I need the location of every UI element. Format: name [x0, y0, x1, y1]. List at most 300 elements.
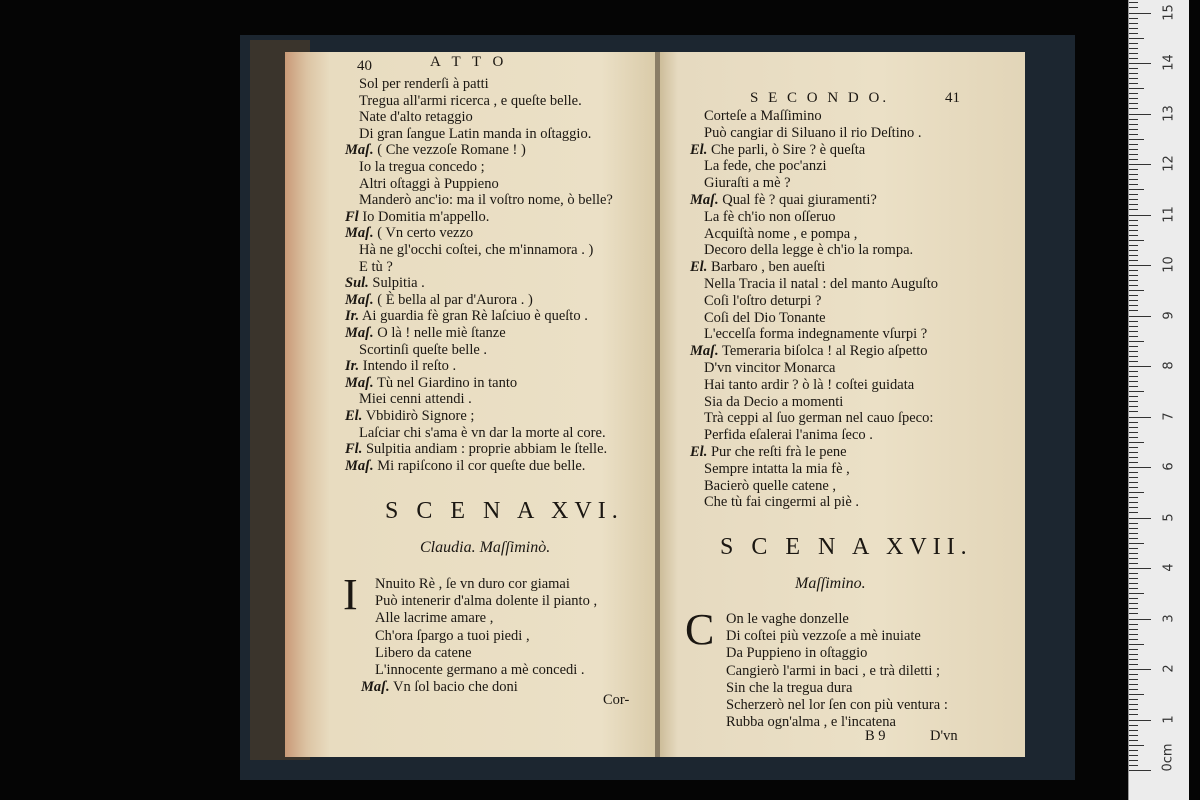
verse-text: Che tù fai cingermi al piè .: [704, 494, 860, 511]
ruler-tick: [1129, 755, 1138, 756]
ruler-label: 5: [1161, 512, 1177, 522]
verse-line: [345, 325, 506, 341]
ruler-tick: [1129, 452, 1138, 453]
verse-text: Nate d'alto retaggio: [359, 109, 473, 126]
ruler-tick: [1129, 528, 1138, 529]
ruler-tick: [1129, 432, 1138, 433]
left-drop-cap: I: [343, 570, 358, 619]
ruler-tick: [1129, 608, 1138, 609]
verse-text: ( È bella al par d'Aurora . ): [377, 291, 533, 308]
ruler-tick: [1129, 189, 1144, 190]
verse-text: Sol per renderſi à patti: [359, 76, 489, 92]
right-catchword: D'vn: [930, 728, 958, 744]
ruler-tick: [1129, 265, 1151, 266]
ruler-tick: [1129, 366, 1151, 367]
ruler-tick: [1129, 250, 1138, 251]
verse-line: [712, 645, 867, 661]
ruler-tick: [1129, 659, 1138, 660]
speaker-label: El.: [690, 141, 708, 158]
speaker-label: Fl.: [345, 441, 363, 458]
speaker-label: Maſ.: [361, 679, 390, 696]
verse-text: Sia da Decio a momenti: [704, 393, 844, 410]
verse-line: [690, 444, 847, 460]
ruler-tick: [1129, 321, 1138, 322]
ruler-tick: [1129, 119, 1138, 120]
ruler-label: 11: [1161, 205, 1177, 223]
ruler-tick: [1129, 78, 1138, 79]
verse-text: Temeraria biſolca ! al Regio aſpetto: [721, 343, 928, 360]
ruler-tick: [1129, 467, 1151, 468]
verse-text: Cangierò l'armi in baci , e trà diletti ;: [726, 662, 941, 679]
verse-line: [712, 663, 940, 679]
verse-text: E tù ?: [359, 258, 393, 275]
ruler-tick: [1129, 316, 1151, 317]
ruler-tick: [1129, 2, 1138, 3]
ruler-tick: [1129, 154, 1138, 155]
ruler-label: 6: [1161, 462, 1177, 471]
ruler-tick: [1129, 533, 1138, 534]
ruler-tick: [1129, 624, 1138, 625]
verse-text: Acquiſtà nome , e pompa ,: [704, 225, 858, 242]
verse-text: Di gran ſangue Latin manda in oſtaggio.: [359, 125, 592, 142]
ruler-tick: [1129, 376, 1138, 377]
verse-text: Perfida eſalerai l'anima ſeco .: [704, 427, 873, 444]
ruler-tick: [1129, 184, 1138, 185]
speaker-label: Maſ.: [345, 374, 374, 391]
verse-text: Di coſtei più vezzoſe a mè inuiate: [726, 628, 921, 645]
ruler-tick: [1129, 760, 1138, 761]
verse-text: Corteſe a Maſſimino: [704, 108, 822, 124]
ruler-tick: [1129, 699, 1138, 700]
ruler-label: 12: [1161, 155, 1177, 172]
ruler-tick: [1129, 437, 1138, 438]
ruler-tick: [1129, 63, 1151, 64]
ruler-tick: [1129, 462, 1138, 463]
verse-line: [345, 458, 585, 474]
ruler-tick: [1129, 492, 1144, 493]
verse-text: Ai guardia fè gran Rè laſciuo è queſto .: [361, 308, 588, 325]
ruler-tick: [1129, 417, 1151, 418]
ruler-tick: [1129, 215, 1151, 216]
ruler-tick: [1129, 639, 1138, 640]
ruler-tick: [1129, 164, 1151, 165]
ruler-label: 8: [1161, 361, 1177, 370]
ruler-tick: [1129, 361, 1138, 362]
ruler-tick: [1129, 73, 1138, 74]
verse-line: [690, 125, 921, 141]
verse-line: [690, 461, 850, 477]
verse-text: Hà ne gl'occhi coſtei, che m'innamora . ): [359, 242, 594, 258]
ruler-tick: [1129, 204, 1138, 205]
verse-line: [345, 76, 489, 92]
ruler-label: 7: [1161, 411, 1177, 421]
ruler-label: 0cm: [1160, 743, 1176, 772]
ruler-tick: [1129, 558, 1138, 559]
verse-text: Manderò anc'io: ma il voſtro nome, ò belle?: [359, 192, 613, 209]
ruler-tick: [1129, 613, 1138, 614]
verse-line: [690, 142, 865, 158]
verse-text: Può intenerir d'alma dolente il pianto ,: [375, 593, 598, 610]
verse-line: [690, 175, 791, 191]
ruler-tick: [1129, 740, 1138, 741]
verse-text: Tù nel Giardino in tanto: [376, 374, 518, 391]
verse-text: Qual fè ? quai giuramenti?: [722, 192, 877, 208]
ruler-tick: [1129, 23, 1138, 24]
verse-line: [361, 645, 472, 661]
verse-line: [690, 242, 913, 258]
ruler-label: 2: [1161, 664, 1177, 673]
ruler-tick: [1129, 179, 1138, 180]
verse-text: Può cangiar di Siluano il rio Deſtino .: [704, 124, 922, 141]
verse-line: [345, 342, 487, 358]
verse-line: [712, 628, 921, 644]
verse-line: [690, 410, 933, 426]
ruler-label: 3: [1161, 613, 1177, 623]
ruler-tick: [1129, 750, 1138, 751]
ruler-tick: [1129, 497, 1138, 498]
ruler-tick: [1129, 588, 1138, 589]
verse-line: [361, 610, 493, 626]
measuring-ruler: [1128, 0, 1189, 800]
ruler-tick: [1129, 523, 1138, 524]
right-scene-persons: Maſſimino.: [795, 575, 866, 592]
verse-text: La fè ch'io non oſſeruo: [704, 208, 836, 225]
ruler-tick: [1129, 563, 1138, 564]
verse-text: Rubba ogn'alma , e l'incatena: [726, 714, 896, 731]
speaker-label: Maſ.: [345, 325, 374, 341]
verse-line: [712, 680, 852, 696]
left-catchword: Cor-: [603, 692, 630, 708]
speaker-label: Maſ.: [345, 225, 374, 242]
ruler-tick: [1129, 694, 1144, 695]
ruler-tick: [1129, 13, 1151, 14]
ruler-tick: [1129, 300, 1138, 301]
verse-line: [690, 478, 836, 494]
verse-line: [712, 611, 849, 627]
ruler-tick: [1129, 144, 1138, 145]
ruler-tick: [1129, 578, 1138, 579]
ruler-label: 10: [1161, 256, 1177, 273]
ruler-tick: [1129, 336, 1138, 337]
verse-line: [345, 358, 456, 374]
ruler-tick: [1129, 240, 1144, 241]
ruler-tick: [1129, 720, 1151, 721]
verse-line: [345, 275, 425, 291]
ruler-tick: [1129, 199, 1138, 200]
ruler-tick: [1129, 477, 1138, 478]
ruler-tick: [1129, 679, 1138, 680]
verse-text: L'innocente germano a mè concedi .: [375, 662, 585, 678]
verse-text: Trà ceppi al ſuo german nel cauo ſpeco:: [704, 410, 934, 427]
verse-text: Coſi del Dio Tonante: [704, 309, 826, 326]
ruler-tick: [1129, 58, 1138, 59]
verse-text: Bacierò quelle catene ,: [704, 477, 837, 494]
ruler-tick: [1129, 88, 1144, 89]
verse-text: Vbbidirò Signore ;: [365, 408, 475, 424]
ruler-tick: [1129, 603, 1138, 604]
verse-line: [361, 593, 597, 609]
verse-text: ( Che vezzoſe Romane ! ): [377, 142, 526, 159]
verse-line: [345, 242, 593, 258]
ruler-tick: [1129, 457, 1138, 458]
ruler-tick: [1129, 351, 1138, 352]
ruler-tick: [1129, 129, 1138, 130]
ruler-tick: [1129, 174, 1138, 175]
verse-text: L'eccelſa forma indegnamente vſurpi ?: [704, 326, 928, 343]
ruler-tick: [1129, 664, 1138, 665]
ruler-tick: [1129, 295, 1138, 296]
verse-text: Decoro della legge è ch'io la rompa.: [704, 242, 914, 259]
right-signature: B 9: [865, 728, 886, 744]
ruler-tick: [1129, 669, 1151, 670]
right-page: [660, 52, 1025, 757]
verse-text: Tregua all'armi ricerca , e queſte belle.: [359, 92, 582, 109]
ruler-tick: [1129, 568, 1151, 569]
verse-text: Laſciar chi s'ama è vn dar la morte al core.: [359, 424, 606, 441]
ruler-tick: [1129, 225, 1138, 226]
verse-line: [690, 326, 927, 342]
verse-text: Barbaro , ben aueſti: [710, 259, 826, 276]
verse-text: Vn ſol bacio che doni: [392, 679, 518, 696]
ruler-tick: [1129, 442, 1144, 443]
ruler-tick: [1129, 245, 1138, 246]
ruler-tick: [1129, 644, 1144, 645]
speaker-label: Maſ.: [345, 142, 374, 159]
ruler-tick: [1129, 346, 1138, 347]
ruler-tick: [1129, 98, 1138, 99]
ruler-tick: [1129, 725, 1138, 726]
ruler-tick: [1129, 18, 1138, 19]
ruler-tick: [1129, 598, 1138, 599]
verse-line: [345, 176, 499, 192]
verse-text: Sempre intatta la mia fè ,: [704, 460, 850, 477]
verse-text: Io Domitia m'appello.: [362, 208, 490, 225]
ruler-tick: [1129, 386, 1138, 387]
verse-line: [345, 259, 393, 275]
verse-line: [345, 375, 517, 391]
ruler-tick: [1129, 310, 1138, 311]
verse-text: Pur che reſti frà le pene: [710, 444, 847, 460]
ruler-tick: [1129, 38, 1144, 39]
verse-line: [690, 209, 835, 225]
ruler-tick: [1129, 730, 1138, 731]
ruler-tick: [1129, 68, 1138, 69]
ruler-tick: [1129, 83, 1138, 84]
ruler-tick: [1129, 285, 1138, 286]
ruler-tick: [1129, 391, 1144, 392]
verse-text: On le vaghe donzelle: [726, 611, 849, 627]
ruler-tick: [1129, 518, 1151, 519]
ruler-tick: [1129, 33, 1138, 34]
ruler-tick: [1129, 326, 1138, 327]
ruler-tick: [1129, 139, 1144, 140]
verse-text: Hai tanto ardir ? ò là ! coſtei guidata: [704, 376, 915, 393]
ruler-tick: [1129, 654, 1138, 655]
ruler-tick: [1129, 7, 1138, 8]
ruler-tick: [1129, 406, 1138, 407]
verse-text: D'vn vincitor Monarca: [704, 360, 836, 376]
ruler-tick: [1129, 593, 1144, 594]
verse-line: [345, 391, 472, 407]
ruler-tick: [1129, 356, 1138, 357]
ruler-tick: [1129, 487, 1138, 488]
verse-line: [690, 158, 827, 174]
verse-line: [345, 209, 489, 225]
verse-line: [345, 225, 473, 241]
ruler-tick: [1129, 108, 1138, 109]
ruler-tick: [1129, 48, 1138, 49]
ruler-tick: [1129, 709, 1138, 710]
verse-text: Alle lacrime amare ,: [375, 610, 494, 627]
verse-line: [690, 427, 873, 443]
ruler-tick: [1129, 548, 1138, 549]
speaker-label: Maſ.: [690, 192, 719, 208]
ruler-tick: [1129, 290, 1144, 291]
verse-text: Coſi l'oſtro deturpi ?: [704, 292, 822, 309]
verse-line: [345, 292, 533, 308]
right-page-number: 41: [945, 90, 960, 106]
ruler-tick: [1129, 735, 1138, 736]
ruler-tick: [1129, 573, 1138, 574]
ruler-tick: [1129, 270, 1138, 271]
verse-line: [690, 494, 859, 510]
verse-line: [345, 93, 582, 109]
verse-line: [690, 310, 826, 326]
ruler-tick: [1129, 43, 1138, 44]
right-scene-title: S C E N A XVII.: [720, 534, 973, 560]
ruler-tick: [1129, 674, 1138, 675]
verse-line: [345, 441, 607, 457]
ruler-tick: [1129, 235, 1138, 236]
ruler-tick: [1129, 230, 1138, 231]
ruler-tick: [1129, 275, 1138, 276]
right-running-head: S E C O N D O.: [750, 90, 890, 106]
verse-line: [690, 343, 928, 359]
verse-text: Ch'ora ſpargo a tuoi piedi ,: [375, 627, 530, 644]
speaker-label: Fl: [345, 208, 359, 225]
verse-text: Sulpitia .: [372, 275, 425, 292]
ruler-tick: [1129, 396, 1138, 397]
ruler-tick: [1129, 472, 1138, 473]
left-scene-persons: Claudia. Maſſiminò.: [420, 539, 551, 556]
verse-line: [712, 697, 948, 713]
speaker-label: Maſ.: [345, 291, 374, 308]
ruler-label: 9: [1161, 310, 1177, 320]
ruler-tick: [1129, 134, 1138, 135]
verse-text: Da Puppieno in oſtaggio: [726, 645, 868, 662]
ruler-tick: [1129, 260, 1138, 261]
ruler-label: 4: [1161, 563, 1177, 572]
verse-text: Miei cenni attendi .: [359, 391, 472, 408]
verse-line: [345, 308, 588, 324]
left-page-number: 40: [357, 58, 372, 74]
verse-text: ( Vn certo vezzo: [377, 225, 474, 242]
ruler-tick: [1129, 209, 1138, 210]
verse-text: Sin che la tregua dura: [726, 679, 853, 696]
left-page: [285, 52, 657, 757]
speaker-label: Maſ.: [345, 457, 374, 474]
ruler-tick: [1129, 159, 1138, 160]
verse-line: [690, 377, 914, 393]
ruler-tick: [1129, 714, 1138, 715]
verse-text: Intendo il reſto .: [362, 358, 457, 375]
ruler-tick: [1129, 371, 1138, 372]
ruler-tick: [1129, 704, 1138, 705]
verse-line: [345, 109, 473, 125]
verse-line: [690, 108, 822, 124]
verse-text: Libero da catene: [375, 644, 472, 661]
verse-line: [345, 425, 606, 441]
verse-line: [361, 628, 530, 644]
verse-line: [690, 360, 835, 376]
speaker-label: El.: [345, 408, 363, 424]
ruler-tick: [1129, 93, 1138, 94]
verse-line: [690, 192, 877, 208]
verse-line: [345, 159, 485, 175]
verse-text: La fede, che poc'anzi: [704, 158, 827, 175]
ruler-tick: [1129, 220, 1138, 221]
ruler-tick: [1129, 381, 1138, 382]
ruler-tick: [1129, 280, 1138, 281]
verse-text: Altri oſtaggi à Puppieno: [359, 175, 499, 192]
verse-line: [690, 259, 825, 275]
verse-text: Nella Tracia il natal : del manto Auguſto: [704, 276, 938, 292]
speaker-label: Maſ.: [690, 343, 719, 360]
ruler-tick: [1129, 553, 1138, 554]
verse-text: O là ! nelle miè ſtanze: [377, 325, 506, 341]
verse-text: Scherzerò nel lor ſen con più ventura :: [726, 697, 948, 713]
verse-line: [345, 142, 526, 158]
speaker-label: El.: [690, 444, 708, 460]
verse-text: Sulpitia andiam : proprie abbiam le ſtelle.: [365, 441, 608, 458]
verse-line: [361, 576, 570, 592]
ruler-tick: [1129, 512, 1138, 513]
verse-line: [361, 679, 518, 695]
ruler-tick: [1129, 114, 1151, 115]
ruler-tick: [1129, 482, 1138, 483]
ruler-tick: [1129, 194, 1138, 195]
ruler-tick: [1129, 169, 1138, 170]
ruler-tick: [1129, 745, 1144, 746]
ruler-tick: [1129, 543, 1144, 544]
ruler-tick: [1129, 53, 1138, 54]
verse-text: Mi rapiſcono il cor queſte due belle.: [377, 457, 586, 474]
ruler-tick: [1129, 634, 1138, 635]
ruler-tick: [1129, 305, 1138, 306]
ruler-tick: [1129, 331, 1138, 332]
verse-text: Scortinſi queſte belle .: [359, 341, 488, 358]
verse-text: Io la tregua concedo ;: [359, 159, 485, 175]
verse-text: Giuraſti a mè ?: [704, 175, 791, 192]
ruler-tick: [1129, 341, 1144, 342]
ruler-tick: [1129, 765, 1138, 766]
verse-line: [690, 226, 857, 242]
ruler-tick: [1129, 411, 1138, 412]
verse-line: [690, 293, 821, 309]
ruler-tick: [1129, 401, 1138, 402]
ruler-label: 1: [1161, 714, 1177, 724]
right-drop-cap: C: [685, 605, 715, 654]
ruler-tick: [1129, 255, 1138, 256]
verse-line: [345, 408, 474, 424]
verse-line: [690, 276, 938, 292]
ruler-tick: [1129, 124, 1138, 125]
ruler-tick: [1129, 422, 1138, 423]
left-running-head: A T T O: [430, 54, 508, 70]
speaker-label: Ir.: [345, 308, 360, 325]
speaker-label: El.: [690, 259, 708, 276]
verse-line: [361, 662, 585, 678]
